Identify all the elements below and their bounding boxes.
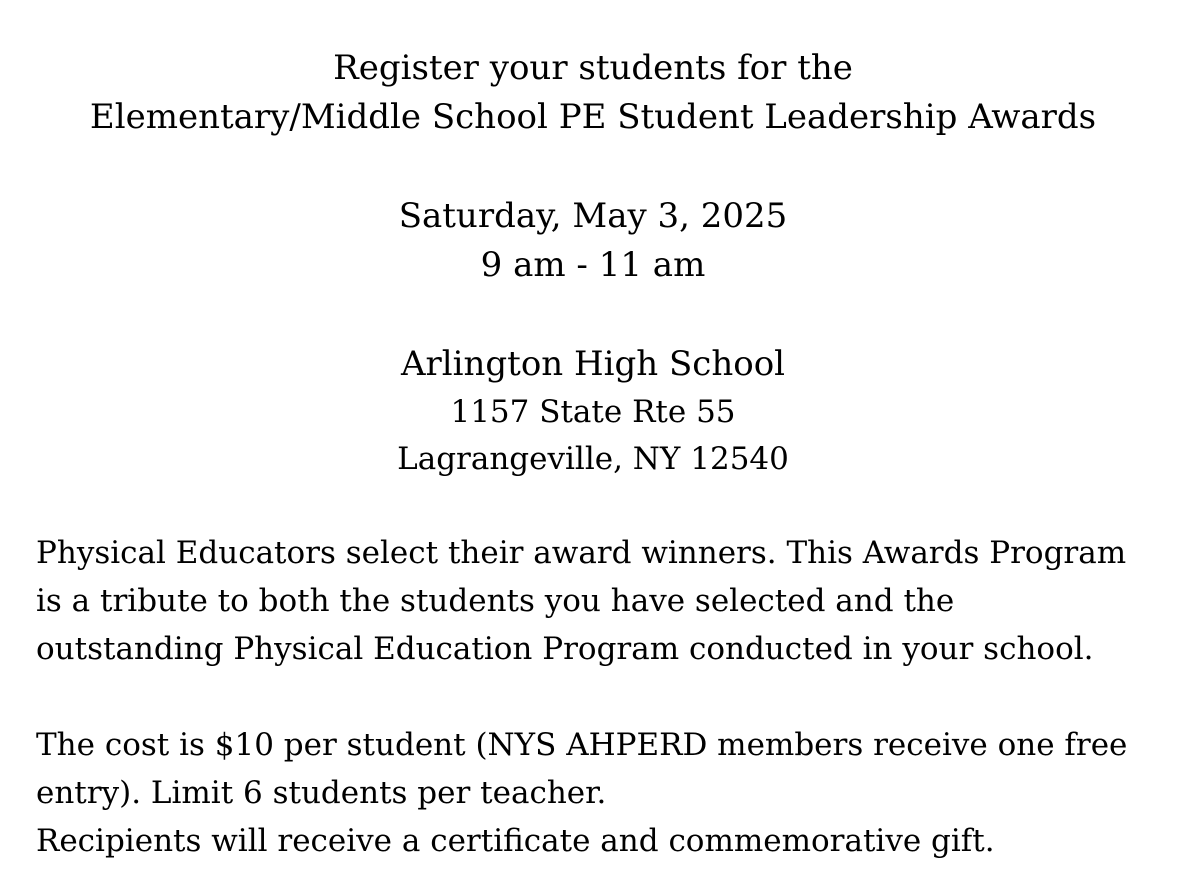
header-block: [36, 44, 1150, 142]
venue-city: Lagrangeville, NY 12540: [397, 441, 789, 477]
header-title: Elementary/Middle School PE Student Leadership Awards: [89, 97, 1097, 137]
venue-block: [36, 340, 1150, 483]
cost-paragraph: The cost is $10 per student (NYS AHPERD members receive one free entry). Limit 6 students per teacher.: [36, 727, 1128, 811]
event-datetime-block: [36, 192, 1150, 290]
venue-street: 1157 State Rte 55: [450, 394, 736, 430]
description-paragraph: Physical Educators select their award winners. This Awards Program is a tribute to both the students you have selected and the outstanding Physical Education Program conducted in your school.: [36, 535, 1127, 667]
header-line-1: Register your students for the: [333, 48, 853, 88]
event-date: Saturday, May 3, 2025: [398, 196, 788, 236]
venue-name: Arlington High School: [400, 344, 786, 384]
event-time: 9 am - 11 am: [480, 245, 706, 285]
recipients-note: Recipients will receive a certificate and commemorative gift.: [36, 823, 995, 859]
